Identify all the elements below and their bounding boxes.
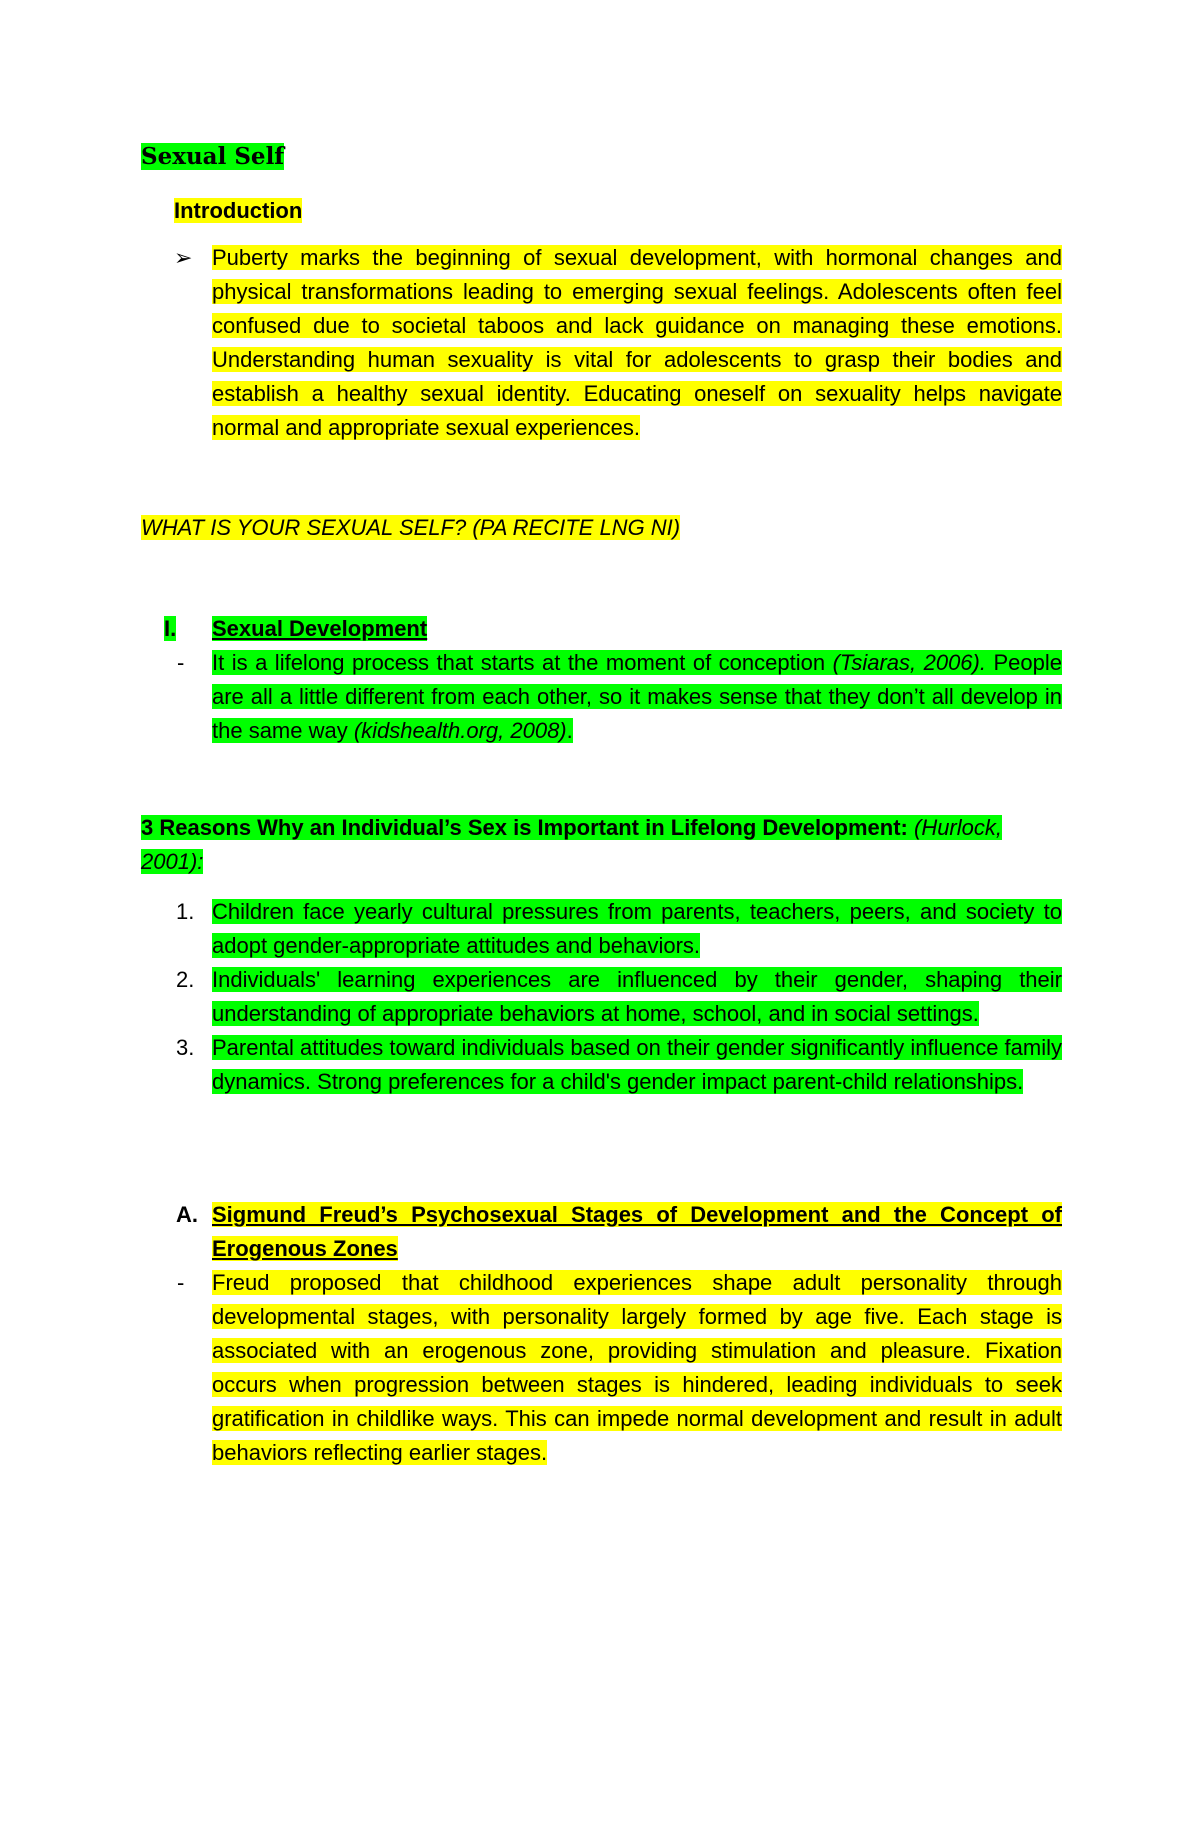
reason-3-num: 3.: [176, 1035, 195, 1060]
arrow-bullet-glyph: ➢: [174, 245, 193, 270]
reason-2: [212, 963, 1062, 1031]
section1-cite1: (Tsiaras, 2006).: [832, 650, 986, 675]
question-text: WHAT IS YOUR SEXUAL SELF? (PA RECITE LNG NI): [141, 515, 681, 540]
reason-1-num: 1.: [176, 899, 195, 924]
reason-2-text: Individuals' learning experiences are influenced by their gender, shaping their understanding of appropriate behaviors at home, school, and in social settings.: [212, 967, 1062, 1026]
sectionA-heading: [212, 1198, 1062, 1266]
section1-marker-text: I.: [164, 616, 177, 641]
section1-heading: [212, 612, 1062, 646]
sectionA-paragraph: [212, 1266, 1062, 1470]
intro-heading-text: Introduction: [174, 198, 303, 223]
section1-dash-text: -: [177, 650, 185, 675]
section1-text2: People are all a little different from each other, so it makes sense that they don’t all develop in the same way: [212, 650, 1062, 743]
reason-2-num: 2.: [176, 967, 195, 992]
section1-cite2: (kidshealth.org, 2008): [353, 718, 567, 743]
section1-dash: [177, 646, 184, 680]
reasons-cite: (Hurlock, 2001):: [141, 815, 1002, 874]
intro-heading: [174, 196, 302, 226]
section1-marker: [164, 612, 176, 646]
sectionA-heading-text: Sigmund Freud’s Psychosexual Stages of Development and the Concept of Erogenous Zones: [212, 1202, 1062, 1261]
sectionA-marker: [176, 1198, 198, 1232]
reason-1-number: [176, 895, 194, 929]
sectionA-dash-text: -: [177, 1270, 185, 1295]
reason-3-text: Parental attitudes toward individuals based on their gender significantly influence family dynamics. Strong preferences for a child's gender impact parent-child relationships.: [212, 1035, 1062, 1094]
section1-text1: It is a lifelong process that starts at the moment of conception: [212, 650, 833, 675]
arrow-bullet-icon: [174, 241, 192, 275]
reasons-heading: [141, 811, 1062, 879]
sectionA-dash: [177, 1266, 184, 1300]
reason-3-number: [176, 1031, 194, 1065]
reason-2-number: [176, 963, 194, 997]
sectionA-marker-text: A.: [176, 1202, 198, 1227]
section1-heading-text: Sexual Development: [212, 616, 428, 641]
intro-text: Puberty marks the beginning of sexual development, with hormonal changes and physical transformations leading to emerging sexual feelings. Adolescents often feel confused due to societal taboos and lack guidance on managing these emotions. Understanding human sexuality is vital for adolescents to grasp their bodies and establish a healthy sexual identity. Educating oneself on sexuality helps navigate normal and appropriate sexual experiences.: [212, 245, 1062, 440]
reason-3: [212, 1031, 1062, 1099]
title-text: Sexual Self: [141, 143, 285, 170]
reasons-heading-text: 3 Reasons Why an Individual’s Sex is Important in Lifelong Development:: [141, 815, 908, 840]
intro-paragraph: [212, 241, 1062, 445]
sectionA-text: Freud proposed that childhood experiences shape adult personality through developmental stages, with personality largely formed by age five. Each stage is associated with an erogenous zone, providing stimulation and pleasure. Fixation occurs when progression between stages is hindered, leading individuals to seek gratification in childlike ways. This can impede normal development and result in adult behaviors reflecting earlier stages.: [212, 1270, 1062, 1465]
document-title: [141, 142, 284, 172]
reason-1-text: Children face yearly cultural pressures from parents, teachers, peers, and society to adopt gender-appropriate attitudes and behaviors.: [212, 899, 1062, 958]
question-line: [141, 511, 1062, 545]
section1-end: .: [566, 718, 573, 743]
reason-1: [212, 895, 1062, 963]
section1-paragraph: [212, 646, 1062, 748]
